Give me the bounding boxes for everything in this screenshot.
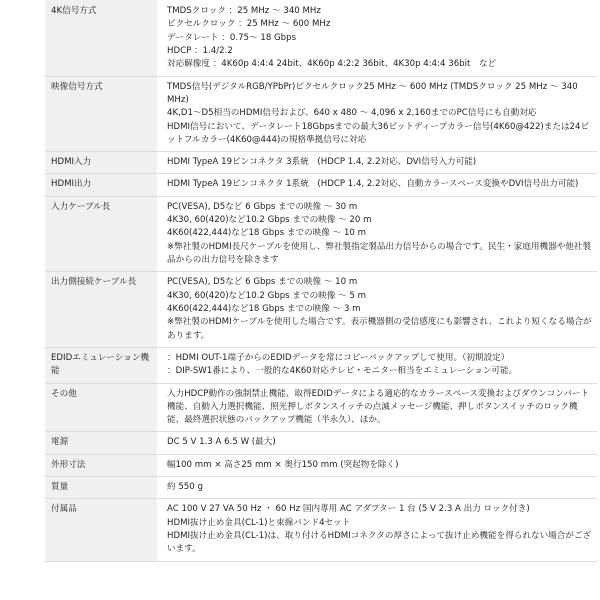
spec-value — [157, 477, 597, 499]
spec-value — [157, 383, 597, 432]
spec-value-line: DC 5 V 1.3 A 6.5 W (最大) — [167, 437, 276, 448]
spec-value-line: TMDS信号(デジタルRGB/YPbPr)ピクセルクロック25 MHz ～ 600 MHz (TMDSクロック 25 MHz ～ 340 MHz) — [167, 81, 578, 105]
spec-label: 入力ケーブル長 — [45, 196, 157, 272]
spec-label: HDMI入力 — [45, 152, 157, 174]
spec-row — [45, 347, 597, 383]
spec-label: HDMI出力 — [45, 174, 157, 196]
spec-value-line: 約 550 g — [167, 482, 203, 493]
spec-value — [157, 152, 597, 174]
spec-value-line: PC(VESA), D5など 6 Gbps までの映像 ～ 30 m — [167, 201, 358, 212]
spec-value-line: ：HDMI OUT-1端子からのEDIDデータを常にコピーバックアップして使用。（初期設定） — [167, 352, 510, 363]
spec-value-line: HDMI抜け止め金具(CL-1)と束線バンド4セット — [167, 517, 351, 528]
spec-value-line: 入力HDCP動作の強制禁止機能、取得EDIDデータによる適応的なカラースペース変換およびダウンコンバート機能、自動入力選択機能、照光押しボタンスイッチの点滅メッセージ機能、押しボタンスイッチのロック機能、最終選択状態のバックアップ機能（半永久）、ほか。 — [167, 388, 590, 426]
spec-value-line: ピクセルクロック ：25 MHz ～ 600 MHz — [167, 19, 331, 30]
spec-value — [157, 0, 597, 76]
spec-value — [157, 347, 597, 383]
spec-row — [45, 174, 597, 196]
spec-label: 映像信号方式 — [45, 76, 157, 152]
spec-label: 外形寸法 — [45, 454, 157, 476]
spec-row — [45, 76, 597, 152]
spec-value-line: ：DIP-SW1番により、一般的な4K60対応テレビ・モニター相当をエミュレーション可能。 — [167, 366, 518, 377]
spec-row — [45, 454, 597, 476]
spec-value — [157, 499, 597, 561]
spec-value-line: 4K60(422,444)など18 Gbps までの映像 ～ 10 m — [167, 228, 366, 239]
spec-value — [157, 76, 597, 152]
spec-label: 4K信号方式 — [45, 0, 157, 76]
spec-value-line: ※弊社製のHDMI長尺ケーブルを使用し、弊社製指定製品出力信号からの場合です。民生・家庭用機器や他社製品からの出力信号を除きます — [167, 241, 592, 265]
spec-value-line: ※弊社製のHDMIケーブルを使用した場合です。表示機器側の受信感度にも影響され、これより短くなる場合があります。 — [167, 317, 592, 341]
spec-value-line: HDMI抜け止め金具(CL-1)は、取り付けるHDMIコネクタの厚さによって抜け止め機能を得られない場合がございます。 — [167, 531, 592, 555]
spec-value-line: PC(VESA), D5など 6 Gbps までの映像 ～ 10 m — [167, 277, 358, 288]
spec-table-body — [45, 0, 597, 561]
spec-value — [157, 454, 597, 476]
spec-value-line: AC 100 V 27 VA 50 Hz ・ 60 Hz 国内専用 AC アダプター 1 台 (5 V 2.3 A 出力 ロック付き) — [167, 504, 530, 515]
spec-value-line: 4K30, 60(420)など10.2 Gbps までの映像 ～ 20 m — [167, 215, 372, 226]
spec-row — [45, 432, 597, 454]
spec-value-line: TMDSクロック ：25 MHz ～ 340 MHz — [167, 6, 321, 16]
spec-label: 出力側接続ケーブル長 — [45, 272, 157, 348]
spec-value-line: データレート ：0.75～ 18 Gbps — [167, 32, 297, 43]
spec-label: その他 — [45, 383, 157, 432]
spec-row — [45, 477, 597, 499]
spec-row — [45, 499, 597, 561]
spec-row — [45, 272, 597, 348]
spec-value — [157, 196, 597, 272]
spec-value-line: 対応解像度 ：4K60p 4:4:4 24bit、4K60p 4:2:2 36bit、4K30p 4:4:4 36bit など — [167, 59, 497, 70]
spec-label: 付属品 — [45, 499, 157, 561]
spec-value-line: HDCP ：1.4/2.2 — [167, 45, 233, 56]
spec-value-line: 4K,D1～D5相当のHDMI信号および、640 x 480 ～ 4,096 x 2,160までのPC信号にも自動対応 — [167, 108, 537, 119]
spec-value — [157, 432, 597, 454]
spec-value — [157, 272, 597, 348]
spec-value-line: 4K30, 60(420)など10.2 Gbps までの映像 ～ 5 m — [167, 290, 366, 301]
spec-table — [45, 0, 597, 562]
spec-value-line: HDMI TypeA 19ピンコネクタ 3系統 (HDCP 1.4, 2.2対応、DVI信号入力可能) — [167, 157, 477, 168]
spec-value-line: 幅100 mm × 高さ25 mm × 奥行150 mm (突起物を除く) — [167, 459, 399, 470]
spec-row — [45, 152, 597, 174]
spec-value — [157, 174, 597, 196]
spec-value-line: 4K60(422,444)など18 Gbps までの映像 ～ 3 m — [167, 303, 361, 314]
spec-row — [45, 196, 597, 272]
spec-value-line: HDMI信号において、データレート18Gbpsまでの最大36ビットディープカラー信号(4K60@422)または24ビットフルカラー(4K60@444)の規格準拠信号に対応 — [167, 121, 590, 145]
spec-value-line: HDMI TypeA 19ピンコネクタ 1系統 (HDCP 1.4, 2.2対応、自動カラースペース変換やDVI信号出力可能) — [167, 179, 579, 190]
spec-label: 電源 — [45, 432, 157, 454]
spec-row — [45, 383, 597, 432]
spec-row — [45, 0, 597, 76]
spec-label: 質量 — [45, 477, 157, 499]
spec-label: EDIDエミュレーション機能 — [45, 347, 157, 383]
